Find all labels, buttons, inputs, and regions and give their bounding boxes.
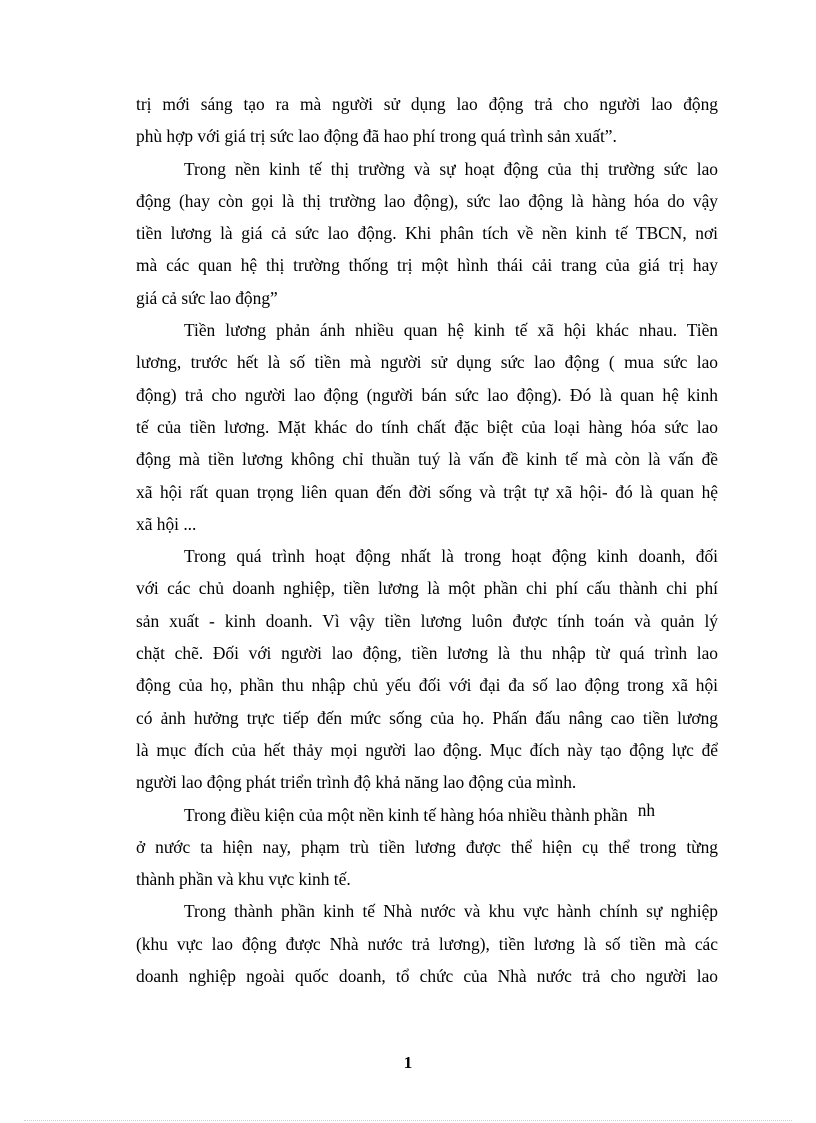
page-bottom-divider [24,1120,792,1121]
text-line: động mà tiền lương không chỉ thuần tuý là vấn đề kinh tế mà còn là vấn đề [136,449,718,470]
paragraph-start-line: Tiền lương phản ánh nhiều quan hệ kinh tế xã hội khác nhau. Tiền [184,320,718,341]
text-line: phù hợp với giá trị sức lao động đã hao phí trong quá trình sản xuất”. [136,126,617,147]
paragraph-start-line: Trong quá trình hoạt động nhất là trong hoạt động kinh doanh, đối [184,546,718,567]
text-line: với các chủ doanh nghiệp, tiền lương là một phần chi phí cấu thành chi phí [136,578,718,599]
page-number: 1 [403,1053,413,1072]
text-line: người lao động phát triển trình độ khả năng lao động của mình. [136,772,577,793]
text-line: tiền lương là giá cả sức lao động. Khi phân tích về nền kinh tế TBCN, nơi [136,223,718,244]
stray-text-fragment: nh [637,799,656,820]
text-line: ở nước ta hiện nay, phạm trù tiền lương được thể hiện cụ thể trong từng [136,836,718,857]
text-line-content: Trong điều kiện của một nền kinh tế hàng hóa nhiều thành phần [184,804,628,825]
text-line: doanh nghiệp ngoài quốc doanh, tổ chức của Nhà nước trả cho người lao [136,966,718,987]
text-line: chặt chẽ. Đối với người lao động, tiền lương là thu nhập từ quá trình lao [136,643,718,664]
text-line: động) trả cho người lao động (người bán sức lao động). Đó là quan hệ kinh [136,384,718,405]
text-line: tế của tiền lương. Mặt khác do tính chất đặc biệt của loại hàng hóa sức lao [136,416,718,437]
text-line: sản xuất - kinh doanh. Vì vậy tiền lương luôn được tính toán và quản lý [136,610,718,631]
paragraph-start-line: Trong thành phần kinh tế Nhà nước và khu vực hành chính sự nghiệp [184,901,718,922]
text-line: giá cả sức lao động” [136,287,278,308]
text-line: xã hội ... [136,513,197,534]
text-line: mà các quan hệ thị trường thống trị một hình thái cải trang của giá trị hay [136,255,718,276]
text-line: lương, trước hết là số tiền mà người sử dụng sức lao động ( mua sức lao [136,352,718,373]
text-line: trị mới sáng tạo ra mà người sử dụng lao động trả cho người lao động [136,94,718,114]
text-line: (khu vực lao động được Nhà nước trả lương), tiền lương là số tiền mà các [136,933,718,954]
text-line: có ảnh hưởng trực tiếp đến mức sống của họ. Phấn đấu nâng cao tiền lương [136,707,718,728]
text-line: thành phần và khu vực kinh tế. [136,869,351,890]
paragraph-start-line: Trong nền kinh tế thị trường và sự hoạt động của thị trường sức lao [184,158,718,179]
text-line: là mục đích của hết thảy mọi người lao động. Mục đích này tạo động lực để [136,739,718,760]
body-text [136,88,718,992]
paragraph-start-line [136,799,718,831]
text-line: động của họ, phần thu nhập chủ yếu đối với đại đa số lao động trong xã hội [136,675,718,696]
text-line: xã hội rất quan trọng liên quan đến đời sống và trật tự xã hội- đó là quan hệ [136,481,718,502]
text-line: động (hay còn gọi là thị trường lao động), sức lao động là hàng hóa do vậy [136,190,718,211]
